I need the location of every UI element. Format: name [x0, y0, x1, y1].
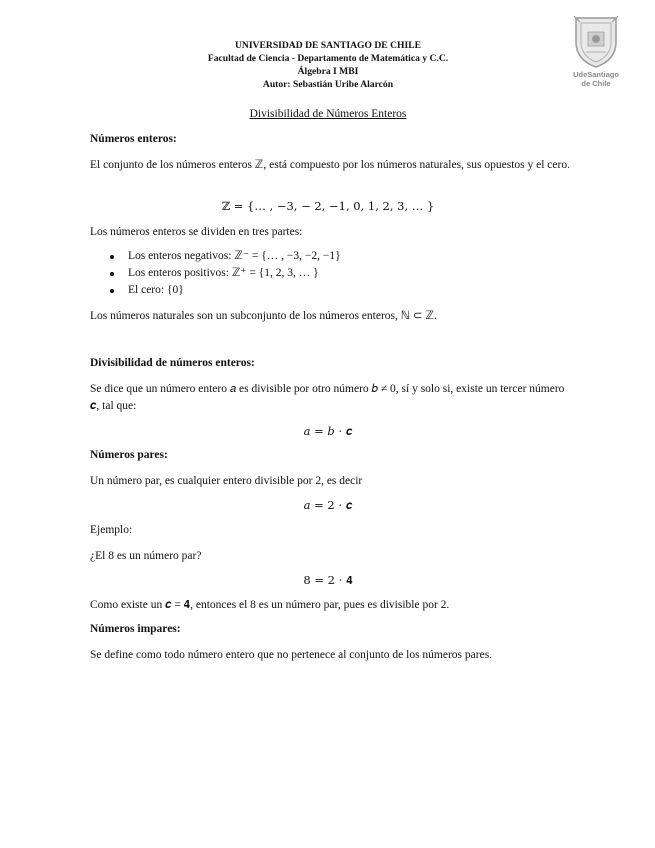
- enteros-divide-text: Los números enteros se dividen en tres partes:: [90, 226, 303, 238]
- pares-equation: 𝑎 = 2 ⋅ 𝒄: [303, 498, 353, 512]
- list-item: Los enteros negativos: ℤ⁻ = {… , −3, −2, −1}: [108, 248, 341, 265]
- university-name: UNIVERSIDAD DE SANTIAGO DE CHILE: [234, 40, 422, 51]
- heading-impares: Números impares:: [90, 623, 181, 635]
- logo-line-1: UdeSantiago: [573, 70, 619, 79]
- heading-divisibilidad: Divisibilidad de números enteros:: [90, 357, 255, 369]
- enteros-bullet-list: [108, 248, 341, 299]
- faculty-name: Facultad de Ciencia - Departamento de Matemática y C.C.: [207, 53, 449, 64]
- enteros-intro: El conjunto de los números enteros ℤ, está compuesto por los números naturales, sus opuestos y el cero.: [90, 159, 570, 171]
- list-item: El cero: {0}: [108, 282, 341, 299]
- naturales-text: Los números naturales son un subconjunto de los números enteros, ℕ ⊂ ℤ.: [90, 310, 437, 322]
- university-logo: [566, 12, 626, 92]
- impares-text: Se define como todo número entero que no pertenece al conjunto de los números pares.: [90, 649, 493, 661]
- university-crest-icon: [566, 12, 626, 70]
- course-name: Álgebra I MBI: [297, 66, 359, 77]
- divisibilidad-text: Se dice que un número entero 𝑎 es divisible por otro número 𝑏 ≠ 0, sí y solo si, existe un tercer número 𝒄, tal que:: [90, 383, 565, 412]
- pares-text: Un número par, es cualquier entero divisible por 2, es decir: [90, 475, 363, 487]
- example-equation: 8 = 2 ⋅ 𝟒: [303, 573, 353, 587]
- enteros-equation: ℤ = {… , −3, − 2, −1, 0, 1, 2, 3, … }: [221, 199, 435, 213]
- divisibilidad-equation: 𝑎 = 𝑏 ⋅ 𝒄: [303, 424, 353, 438]
- example-label: Ejemplo:: [90, 524, 133, 536]
- author-name: Autor: Sebastián Uribe Alarcón: [262, 79, 394, 90]
- logo-line-2: de Chile: [581, 79, 611, 88]
- list-item: Los enteros positivos: ℤ⁺ = {1, 2, 3, … }: [108, 265, 341, 282]
- heading-pares: Números pares:: [90, 449, 168, 461]
- heading-enteros: Números enteros:: [90, 133, 177, 145]
- document-title: Divisibilidad de Números Enteros: [249, 108, 407, 120]
- example-conclusion: Como existe un 𝒄 = 𝟒, entonces el 8 es un número par, pues es divisible por 2.: [90, 599, 450, 611]
- example-question: ¿El 8 es un número par?: [90, 550, 202, 562]
